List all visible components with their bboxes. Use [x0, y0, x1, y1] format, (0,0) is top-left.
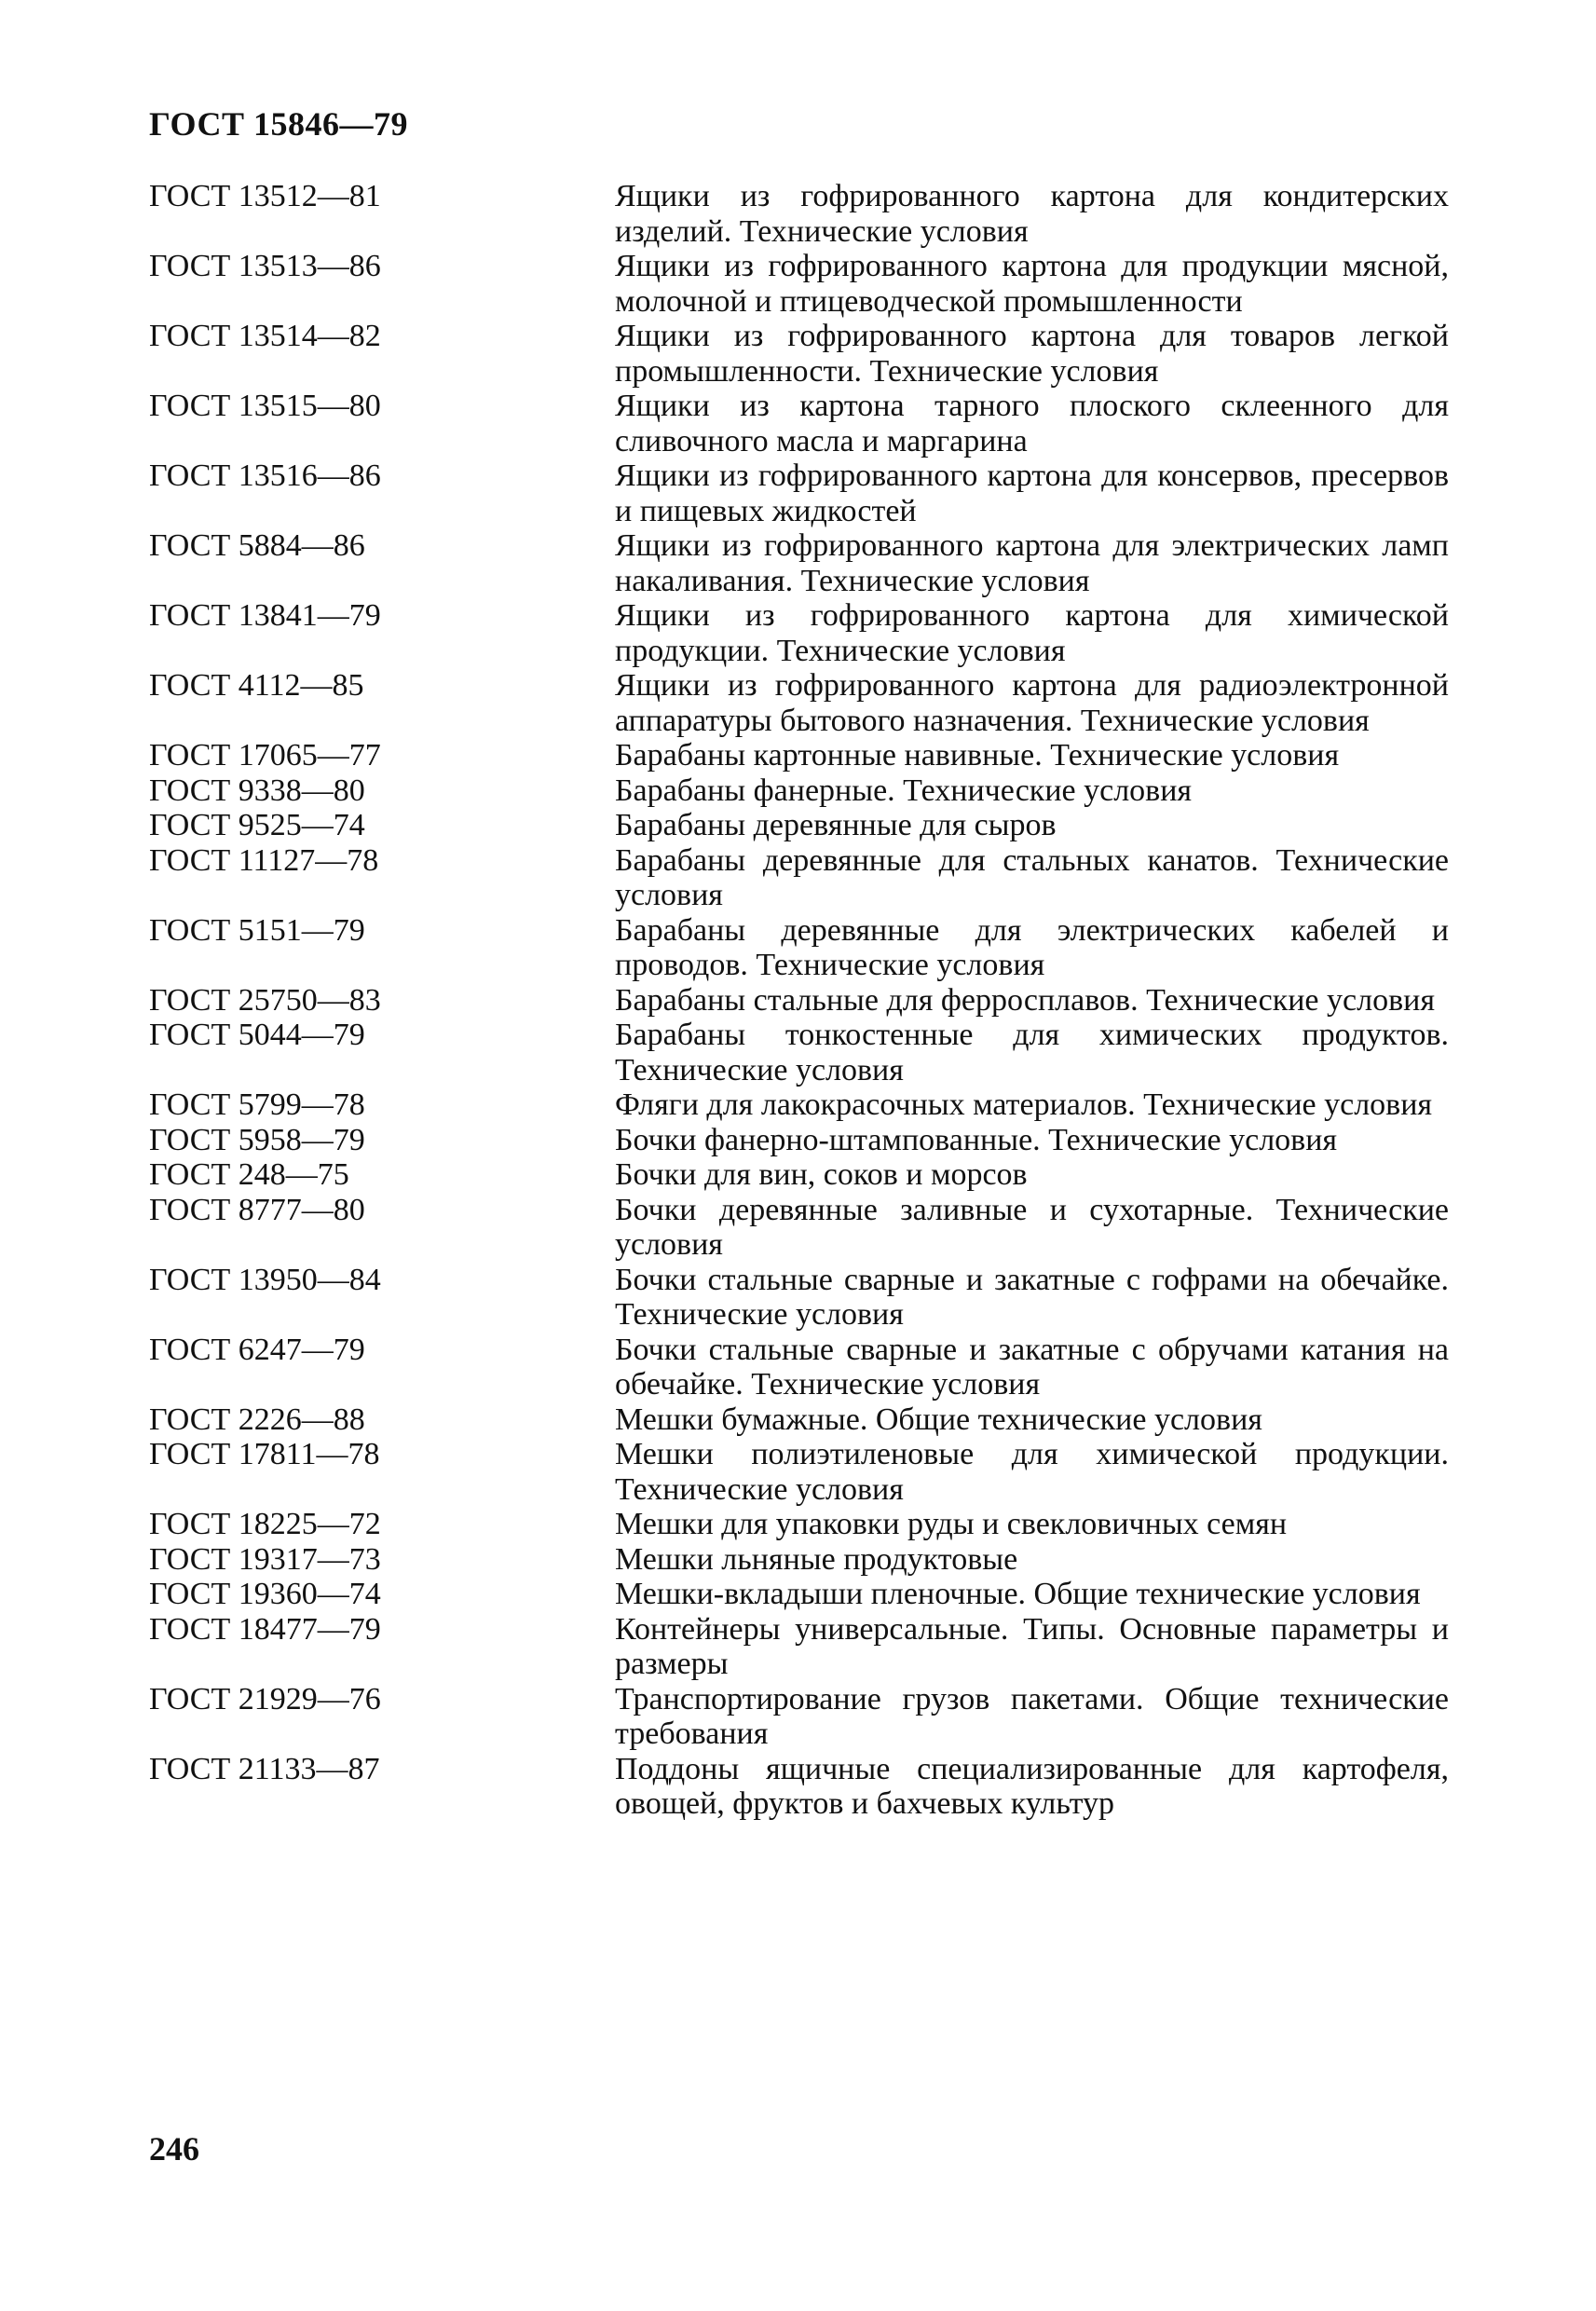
standard-description: Барабаны картонные навивные. Технические условия: [615, 738, 1340, 773]
standard-code: ГОСТ 11127—78: [149, 842, 379, 878]
standard-description: Бочки для вин, соков и морсов: [615, 1157, 1028, 1192]
standard-code: ГОСТ 18225—72: [149, 1507, 381, 1541]
page-number: 246: [149, 2130, 199, 2167]
list-item: [149, 843, 1453, 913]
standard-description: Мешки полиэтиленовые для химической продукции. Технические условия: [615, 1437, 1449, 1507]
list-item: [149, 528, 1453, 598]
standard-code: ГОСТ 19317—73: [149, 1541, 381, 1577]
standard-description: Барабаны тонкостенные для химических продуктов. Технические условия: [615, 1018, 1449, 1087]
standard-description: Мешки бумажные. Общие технические условия: [615, 1402, 1262, 1437]
list-item: [149, 1263, 1453, 1333]
standard-description: Мешки-вкладыши пленочные. Общие технические условия: [615, 1577, 1421, 1611]
standard-description: Транспортирование грузов пакетами. Общие технические требования: [615, 1681, 1449, 1751]
list-item: [149, 389, 1453, 458]
standard-code: ГОСТ 21929—76: [149, 1681, 381, 1716]
standard-description: Бочки фанерно-штампованные. Технические условия: [615, 1122, 1338, 1157]
standard-code: ГОСТ 5151—79: [149, 912, 365, 948]
list-item: [149, 458, 1453, 528]
standard-description: Мешки льняные продуктовые: [615, 1541, 1018, 1577]
standards-list: [149, 179, 1453, 1822]
list-item: [149, 1123, 1453, 1158]
list-item: [149, 1018, 1453, 1087]
standard-description: Ящики из гофрированного картона для кондитерских изделий. Технические условия: [615, 179, 1449, 249]
standard-code: ГОСТ 19360—74: [149, 1577, 381, 1611]
standard-code: ГОСТ 17811—78: [149, 1437, 380, 1471]
standard-code: ГОСТ 13950—84: [149, 1262, 381, 1297]
standard-code: ГОСТ 5044—79: [149, 1018, 365, 1052]
standard-code: ГОСТ 13513—86: [149, 249, 381, 283]
standard-description: Бочки деревянные заливные и сухотарные. Технические условия: [615, 1192, 1449, 1262]
list-item: [149, 773, 1453, 809]
list-item: [149, 598, 1453, 668]
standard-code: ГОСТ 17065—77: [149, 738, 381, 773]
standard-code: ГОСТ 13841—79: [149, 598, 381, 633]
standard-description: Ящики из гофрированного картона для продукции мясной, молочной и птицеводческой промышленности: [615, 249, 1449, 319]
list-item: [149, 179, 1453, 249]
list-item: [149, 1752, 1453, 1822]
list-item: [149, 1437, 1453, 1507]
standard-code: ГОСТ 13516—86: [149, 458, 381, 493]
standard-description: Бочки стальные сварные и закатные с гофрами на обечайке. Технические условия: [615, 1262, 1449, 1332]
standard-code: ГОСТ 2226—88: [149, 1402, 365, 1437]
standard-description: Ящики из гофрированного картона для электрических ламп накаливания. Технические условия: [615, 528, 1449, 598]
standard-description: Барабаны деревянные для электрических кабелей и проводов. Технические условия: [615, 912, 1449, 982]
standard-code: ГОСТ 21133—87: [149, 1751, 380, 1786]
list-item: [149, 913, 1453, 983]
list-item: [149, 668, 1453, 738]
list-item: [149, 319, 1453, 389]
standard-description: Контейнеры универсальные. Типы. Основные параметры и размеры: [615, 1611, 1449, 1681]
list-item: [149, 1507, 1453, 1542]
standard-description: Поддоны ящичные специализированные для картофеля, овощей, фруктов и бахчевых культур: [615, 1751, 1449, 1821]
standard-description: Ящики из гофрированного картона для радиоэлектронной аппаратуры бытового назначения. Технические условия: [615, 668, 1449, 738]
list-item: [149, 1577, 1453, 1612]
list-item: [149, 1402, 1453, 1438]
standard-code: ГОСТ 13514—82: [149, 319, 381, 353]
standard-code: ГОСТ 5799—78: [149, 1087, 365, 1122]
list-item: [149, 738, 1453, 773]
list-item: [149, 1682, 1453, 1752]
standard-description: Барабаны деревянные для сыров: [615, 808, 1057, 842]
standard-description: Бочки стальные сварные и закатные с обручами катания на обечайке. Технические условия: [615, 1332, 1449, 1402]
standard-description: Фляги для лакокрасочных материалов. Технические условия: [615, 1087, 1433, 1122]
standard-code: ГОСТ 18477—79: [149, 1611, 381, 1647]
list-item: [149, 1333, 1453, 1402]
standard-description: Барабаны деревянные для стальных канатов. Технические условия: [615, 842, 1449, 912]
standard-code: ГОСТ 248—75: [149, 1157, 349, 1192]
standard-description: Ящики из гофрированного картона для химической продукции. Технические условия: [615, 598, 1449, 668]
list-item: [149, 1087, 1453, 1123]
standard-code: ГОСТ 6247—79: [149, 1332, 365, 1367]
list-item: [149, 1193, 1453, 1263]
list-item: [149, 983, 1453, 1019]
standard-code: ГОСТ 4112—85: [149, 668, 364, 703]
standard-code: ГОСТ 13512—81: [149, 179, 381, 213]
list-item: [149, 1542, 1453, 1578]
list-item: [149, 1157, 1453, 1193]
standard-code: ГОСТ 13515—80: [149, 389, 381, 423]
standard-code: ГОСТ 5884—86: [149, 528, 365, 563]
standard-description: Ящики из гофрированного картона для консервов, пресервов и пищевых жидкостей: [615, 458, 1449, 528]
standard-code: ГОСТ 9338—80: [149, 773, 365, 808]
standard-description: Ящики из картона тарного плоского склеенного для сливочного масла и маргарина: [615, 389, 1449, 458]
standard-description: Ящики из гофрированного картона для товаров легкой промышленности. Технические условия: [615, 319, 1449, 389]
page-header-standard: ГОСТ 15846—79: [149, 105, 408, 143]
standard-code: ГОСТ 25750—83: [149, 982, 381, 1018]
standard-description: Барабаны стальные для ферросплавов. Технические условия: [615, 982, 1435, 1018]
standard-code: ГОСТ 5958—79: [149, 1122, 365, 1157]
list-item: [149, 1612, 1453, 1682]
list-item: [149, 808, 1453, 843]
standard-description: Барабаны фанерные. Технические условия: [615, 773, 1193, 808]
list-item: [149, 249, 1453, 319]
standard-code: ГОСТ 8777—80: [149, 1192, 365, 1227]
standard-code: ГОСТ 9525—74: [149, 808, 365, 842]
standard-description: Мешки для упаковки руды и свекловичных семян: [615, 1507, 1288, 1541]
